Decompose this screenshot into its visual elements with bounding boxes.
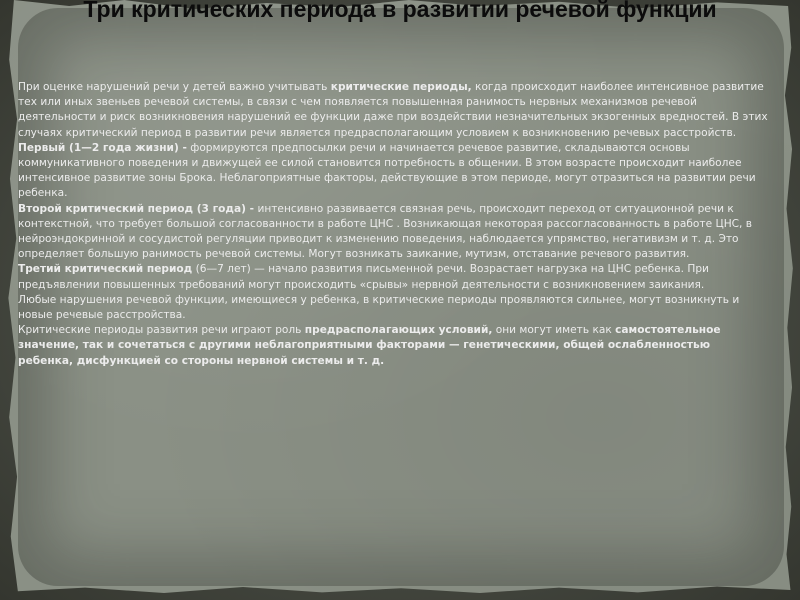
first-period-heading: Первый (1—2 года жизни) - xyxy=(18,141,187,154)
conclusion-bold-end: самостоятельное значение, так и сочетаться с другими неблагоприятными факторами — генетическими, общей ослабленностью ребенка, дисфункцией со стороны нервной системы и т. д. xyxy=(18,324,721,367)
third-period-paragraph xyxy=(18,262,768,292)
slide-title: Три критических периода в развитии речевой функции xyxy=(83,0,717,22)
third-period-text: (6—7 лет) — начало развития письменной речи. Возрастает нагрузка на ЦНС ребенка. При предъявлении повышенных требований могут происходить «срывы» нервной деятельности с возникновением заикания. xyxy=(18,263,709,291)
conclusion-paragraph xyxy=(18,323,768,369)
second-period-text: интенсивно развивается связная речь, происходит переход от ситуационной речи к контекстной, что требует большой согласованности в работе ЦНС . Возникающая некоторая рассогласованность в работе ЦНС, в нейроэндокринной и сосудистой регуляции приводит к изменению поведения, наблюдается упрямство, негативизм и т. д. Это определяет большую ранимость речевой системы. Могут возникать заикание, мутизм, отставание речевого развития. xyxy=(18,202,753,261)
intro-text-end: когда происходит наиболее интенсивное развитие тех или иных звеньев речевой системы, в связи с чем появляется повышенная ранимость нервных механизмов речевой деятельности и риск возникновения нарушений ее функции даже при воздействии незначительных экзогенных вредностей. В этих случаях критический период в развитии речи является предрасполагающим условием к возникновению речевых расстройств. xyxy=(18,81,768,139)
conclusion-text-start: Критические периоды развития речи играют роль xyxy=(18,324,305,337)
third-period-heading: Третий критический период xyxy=(18,263,193,276)
conclusion-text-mid: они могут иметь как xyxy=(492,324,616,337)
first-period-paragraph xyxy=(18,141,768,202)
slide-body xyxy=(18,80,768,369)
intro-text-start: При оценке нарушений речи у детей важно учитывать xyxy=(18,81,331,93)
general-note-paragraph: Любые нарушения речевой функции, имеющиеся у ребенка, в критические периоды проявляются сильнее, могут возникнуть и новые речевые расстройства. xyxy=(18,293,740,322)
second-period-heading: Второй критический период (3 года) - xyxy=(18,202,255,215)
second-period-paragraph xyxy=(18,202,768,263)
first-period-text: формируются предпосылки речи и начинается речевое развитие, складываются основы коммуникативного поведения и движущей ее силой становится потребность в общении. В этом возрасте происходит наиболее интенсивное развитие зоны Брока. Неблагоприятные факторы, действующие в этом периоде, могут отразиться на развитии речи ребенка. xyxy=(18,141,756,200)
intro-paragraph xyxy=(18,80,768,141)
intro-bold-term: критические периоды, xyxy=(330,81,472,93)
conclusion-bold-term: предрасполагающих условий, xyxy=(304,324,493,337)
